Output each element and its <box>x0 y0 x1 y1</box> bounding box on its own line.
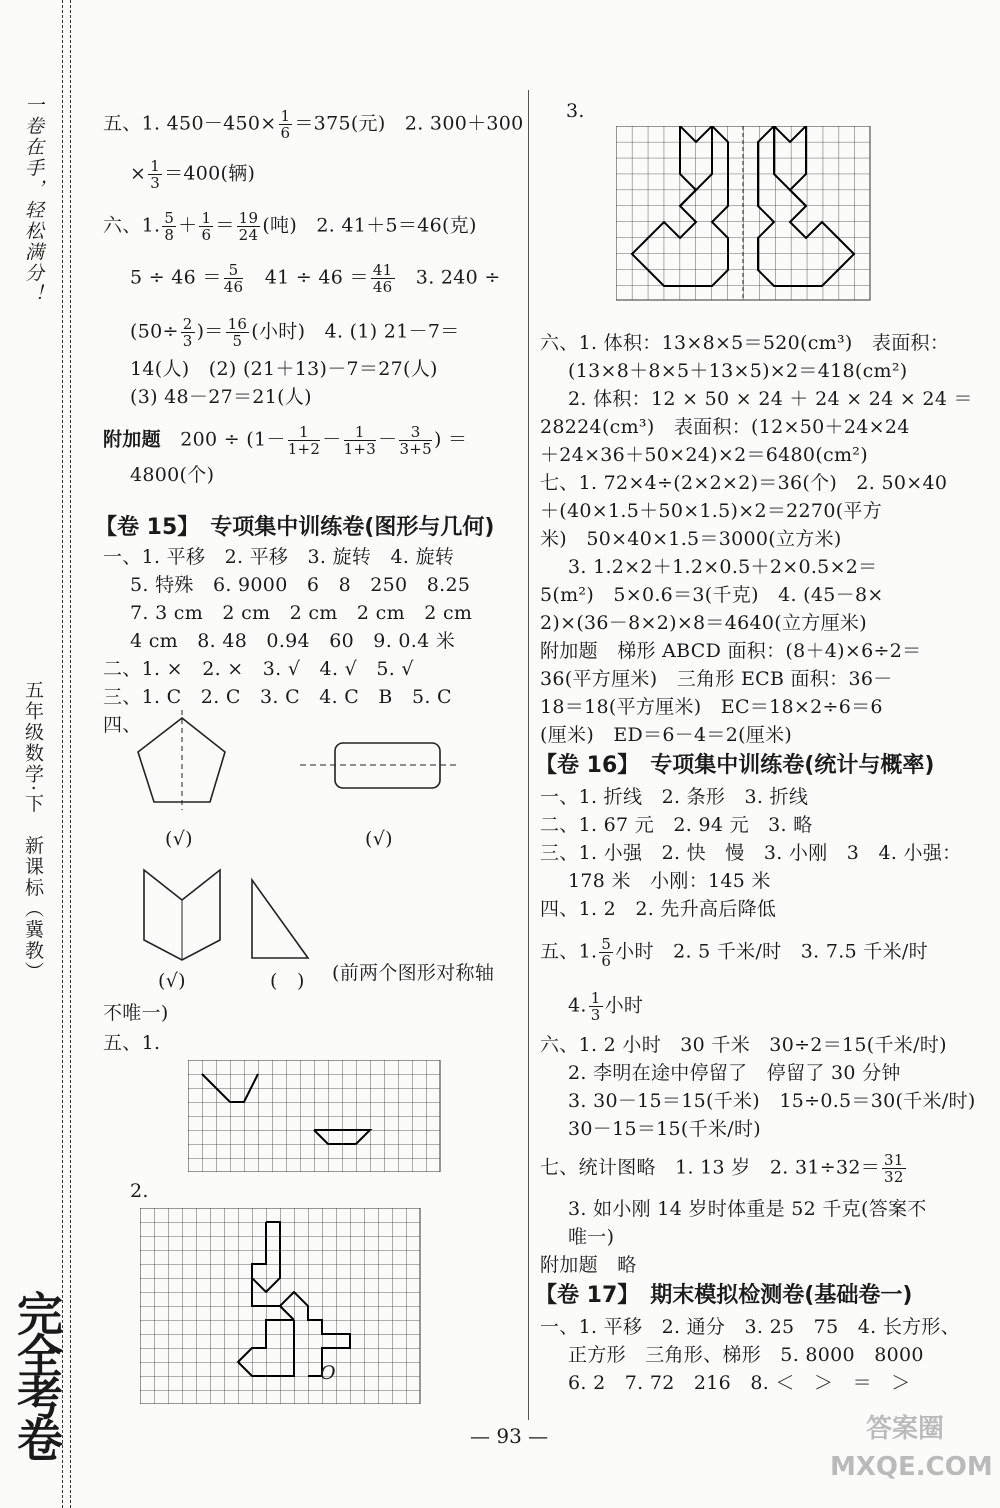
fraction: $\frac{1}{6}$ <box>280 107 291 142</box>
ans-15-4: 4 cm 8. 48 0.94 60 9. 0.4 米 <box>130 630 456 652</box>
point-o-label: O <box>320 1362 336 1384</box>
ans-r6-4: 28224(cm³) 表面积：(12×50＋24×24 <box>540 416 910 438</box>
ans-6-4: 14(人) (2) (21＋13)－7＝27(人) <box>130 358 438 380</box>
bonus-2-1: 附加题 梯形 ABCD 面积：(8＋4)×6÷2＝ <box>540 640 922 662</box>
ans-15-7: 四、 <box>103 714 142 736</box>
ans-16-14: 唯一) <box>568 1226 615 1248</box>
column-divider <box>528 90 529 1420</box>
ans-r6-1: 六、1. 体积：13×8×5＝520(cm³) 表面积： <box>540 332 950 354</box>
ans-5-2: × $\frac{1}{3}$ ＝400(辆) <box>130 157 256 192</box>
ans-r6-3: 2. 体积：12 × 50 × 24 ＋ 24 × 24 × 24 ＝ <box>568 388 973 410</box>
note: (前两个图形对称轴 <box>332 962 495 984</box>
bonus-2-2: 36(平方厘米) 三角形 ECB 面积：36－ <box>540 668 893 690</box>
ans-16-2: 二、1. 67 元 2. 94 元 3. 略 <box>540 814 813 836</box>
note-2: 不唯一) <box>103 1002 169 1024</box>
ans-15-1: 一、1. 平移 2. 平移 3. 旋转 4. 旋转 <box>103 546 455 568</box>
slogan: 一卷在手，轻松满分！ <box>22 95 44 305</box>
ans-16-10: 3. 30－15＝15(千米) 15÷0.5＝30(千米/时) <box>568 1090 976 1112</box>
binding-line <box>62 0 63 1508</box>
ans-16-8: 六、1. 2 小时 30 千米 30÷2＝15(千米/时) <box>540 1034 947 1056</box>
triangle-shape <box>252 880 308 958</box>
ans-16-9: 2. 李明在途中停留了 停留了 30 分钟 <box>568 1062 901 1084</box>
ans-6-1: 六、1. $\frac{5}{8}$ ＋ $\frac{1}{6}$ ＝ $\frac{19}{24}$ (吨) 2. 41＋5＝46(克) <box>103 209 477 244</box>
ans-17-3: 6. 2 7. 72 216 8. ＜ ＞ ＝ ＞ <box>568 1372 911 1394</box>
ans-5-3-label: 3. <box>566 100 585 122</box>
ans-r7-6: 2)×(36－8×2)×8＝4640(立方厘米) <box>540 612 867 634</box>
ans-16-3: 三、1. 小强 2. 快 慢 3. 小刚 3 4. 小强： <box>540 842 962 864</box>
ans-16-12: 七、统计图略 1. 13 岁 2. 31÷32＝ $\frac{31}{32}$ <box>540 1151 904 1186</box>
ans-r6-5: ＋24×36＋50×24)×2＝6480(cm²) <box>540 444 868 466</box>
ans-6-2: 5 ÷ 46 ＝ $\frac{5}{46}$ 41 ÷ 46 ＝ $\frac{41}{46}$ 3. 240 ÷ <box>130 261 501 296</box>
watermark: 答案圈 MXQE.COM <box>830 1414 993 1482</box>
bonus-1: 附加题 200 ÷ (1－ $\frac{1}{1+2}$ － $\frac{1}{1+3}$ － $\frac{3}{3+5}$ ) ＝ <box>103 423 468 458</box>
ans-17-2: 正方形 三角形、梯形 5. 8000 8000 <box>568 1344 924 1366</box>
ans-16-4: 178 米 小刚：145 米 <box>568 870 771 892</box>
ans-r7-1: 七、1. 72×4÷(2×2×2)＝36(个) 2. 50×40 <box>540 472 948 494</box>
mark-1: (√) <box>165 828 193 850</box>
ans-6-3: (50÷ $\frac{2}{3}$ )＝ $\frac{16}{5}$ (小时) 4. (1) 21－7＝ <box>130 315 460 350</box>
ans-5-1: 五、1. 450－450× $\frac{1}{6}$ ＝375(元) 2. 300＋300 <box>103 107 524 142</box>
ans-5-1-label: 五、1. <box>103 1032 161 1054</box>
page-number: — 93 — <box>470 1424 549 1448</box>
bonus-2-3: 18＝18(平方厘米) EC＝18×2÷6＝6 <box>540 696 883 718</box>
mark-4: ( ) <box>270 970 305 992</box>
ans-r6-2: (13×8＋8×5＋13×5)×2＝418(cm²) <box>568 360 908 382</box>
ans-16-1: 一、1. 折线 2. 条形 3. 折线 <box>540 786 809 808</box>
section-17: 【卷 17】 期末模拟检测卷(基础卷一) <box>535 1283 913 1308</box>
mark-2: (√) <box>365 828 393 850</box>
ans-6-5: (3) 48－27＝21(人) <box>130 386 312 408</box>
ans-15-3: 7. 3 cm 2 cm 2 cm 2 cm 2 cm <box>130 602 473 624</box>
bonus-3: 附加题 略 <box>540 1254 637 1276</box>
grid-symmetry <box>616 126 872 302</box>
ans-15-6: 三、1. C 2. C 3. C 4. C B 5. C <box>103 686 452 708</box>
logo: 完全考卷 <box>10 1290 64 1458</box>
ans-15-5: 二、1. × 2. × 3. √ 4. √ 5. √ <box>103 658 414 680</box>
grid-rotation <box>140 1208 432 1404</box>
ans-16-6: 五、1. $\frac{5}{6}$ 小时 2. 5 千米/时 3. 7.5 千米/时 <box>540 935 928 970</box>
ans-16-11: 30－15＝15(千米/时) <box>568 1118 761 1140</box>
ans-16-7: 4. $\frac{1}{3}$ 小时 <box>568 989 644 1024</box>
book-title: 五年级数学·下 新课标（冀教） <box>22 680 44 983</box>
ans-16-13: 3. 如小刚 14 岁时体重是 52 千克(答案不 <box>568 1198 927 1220</box>
ans-16-5: 四、1. 2 2. 先升高后降低 <box>540 898 777 920</box>
grid-translation <box>188 1060 442 1172</box>
bonus-1-ans: 4800(个) <box>130 464 215 486</box>
ans-r7-3: 米) 50×40×1.5＝3000(立方米) <box>540 528 842 550</box>
bonus-2-4: (厘米) ED＝6－4＝2(厘米) <box>540 724 793 746</box>
section-15: 【卷 15】 专项集中训练卷(图形与几何) <box>95 515 495 540</box>
ans-r7-2: ＋(40×1.5＋50×1.5)×2＝2270(平方 <box>540 500 883 522</box>
ans-r7-5: 5(m²) 5×0.6＝3(千克) 4. (45－8× <box>540 584 884 606</box>
ans-5-2-label: 2. <box>130 1180 149 1202</box>
ans-17-1: 一、1. 平移 2. 通分 3. 25 75 4. 长方形、 <box>540 1316 961 1338</box>
ans-15-2: 5. 特殊 6. 9000 6 8 250 8.25 <box>130 574 471 596</box>
ans-r7-4: 3. 1.2×2＋1.2×0.5＋2×0.5×2＝ <box>568 556 878 578</box>
mark-3: (√) <box>158 970 186 992</box>
section-16: 【卷 16】 专项集中训练卷(统计与概率) <box>535 753 935 778</box>
binding-line-2 <box>70 0 71 1508</box>
